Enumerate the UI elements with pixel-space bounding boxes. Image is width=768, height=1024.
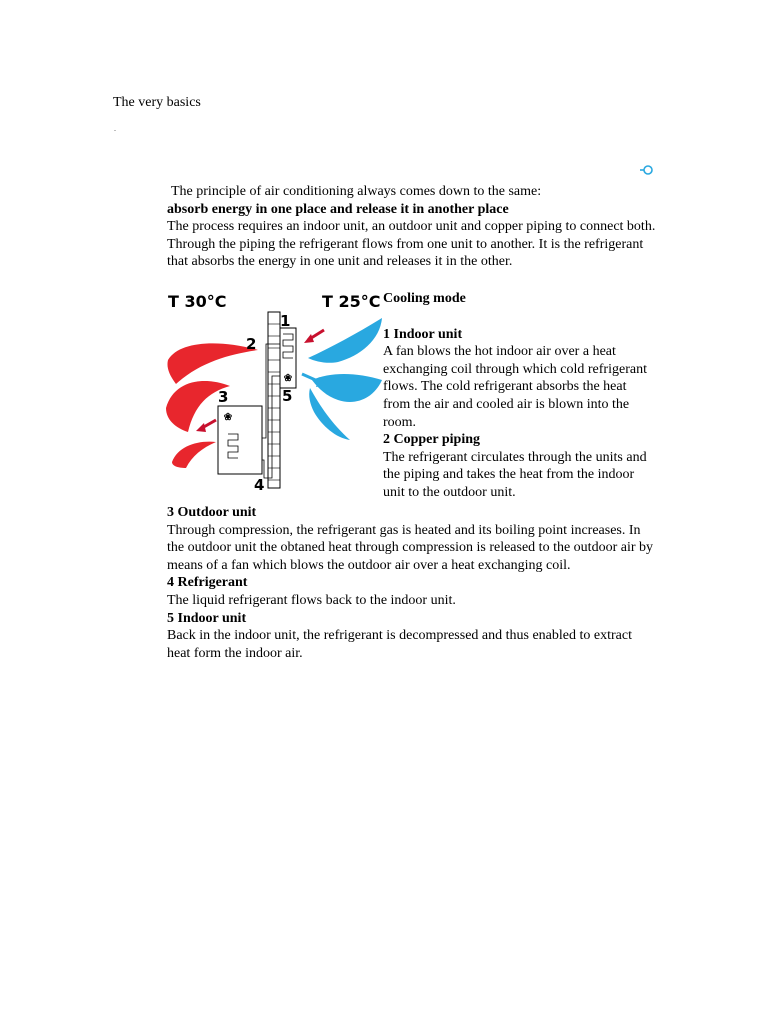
air-conditioning-diagram bbox=[160, 288, 384, 493]
outdoor-section bbox=[167, 504, 657, 662]
intro-section bbox=[167, 183, 657, 271]
warm-air-plume-1 bbox=[167, 343, 258, 384]
cooling-mode-section bbox=[383, 290, 653, 502]
outdoor-fan-icon: ❀ bbox=[223, 412, 233, 423]
label-1: 1 bbox=[280, 312, 291, 330]
anchor-marker-icon bbox=[640, 163, 654, 177]
arrow-out-outdoor-head bbox=[196, 423, 206, 432]
label-3: 3 bbox=[218, 388, 229, 406]
cool-air-plume-2 bbox=[312, 374, 382, 402]
intro-bold: absorb energy in one place and release it in another place bbox=[167, 201, 509, 217]
indoor-temp-label: T 25°C bbox=[322, 292, 381, 311]
label-5: 5 bbox=[282, 387, 293, 405]
section-2-body: The refrigerant circulates through the units and the piping and takes the heat from the indoor unit to the outdoor unit. bbox=[383, 449, 647, 500]
building-wall bbox=[268, 312, 280, 488]
section-2-title: 2 Copper piping bbox=[383, 432, 480, 448]
paragraph-dot: . bbox=[114, 124, 116, 133]
section-5-body: Back in the indoor unit, the refrigerant is decompressed and thus enabled to extract heat form the indoor air. bbox=[167, 628, 632, 661]
page-title: The very basics bbox=[113, 95, 201, 110]
arrow-into-indoor-head bbox=[304, 334, 314, 343]
cool-air-plume-1 bbox=[308, 318, 382, 363]
section-1-title: 1 Indoor unit bbox=[383, 326, 463, 342]
section-1-body: A fan blows the hot indoor air over a heat exchanging coil through which cold refrigerant flows. The cold refrigerant absorbs the heat from the air and cooled air is blown into the room. bbox=[383, 344, 647, 430]
indoor-fan-icon: ❀ bbox=[283, 373, 293, 384]
section-4-title: 4 Refrigerant bbox=[167, 575, 248, 591]
label-2: 2 bbox=[246, 335, 257, 353]
label-4: 4 bbox=[254, 476, 265, 493]
cooling-mode-title: Cooling mode bbox=[383, 291, 466, 306]
warm-air-plume-3 bbox=[172, 442, 216, 468]
intro-body: The process requires an indoor unit, an outdoor unit and copper piping to connect both. Through the piping the refrigerant flows from one unit to another. It is the refrigerant that absorbs the energy in one unit and releases it in the other. bbox=[167, 219, 656, 270]
section-4-body: The liquid refrigerant flows back to the indoor unit. bbox=[167, 592, 456, 608]
outdoor-temp-label: T 30°C bbox=[168, 292, 227, 311]
section-3-title: 3 Outdoor unit bbox=[167, 505, 257, 520]
intro-lead: The principle of air conditioning always comes down to the same: bbox=[171, 184, 542, 199]
section-5-title: 5 Indoor unit bbox=[167, 610, 247, 626]
section-3-body: Through compression, the refrigerant gas is heated and its boiling point increases. In the outdoor unit the obtaned heat through compression is released to the outdoor air by means of a fan which blows the outdoor air over a heat exchanging coil. bbox=[167, 522, 653, 573]
